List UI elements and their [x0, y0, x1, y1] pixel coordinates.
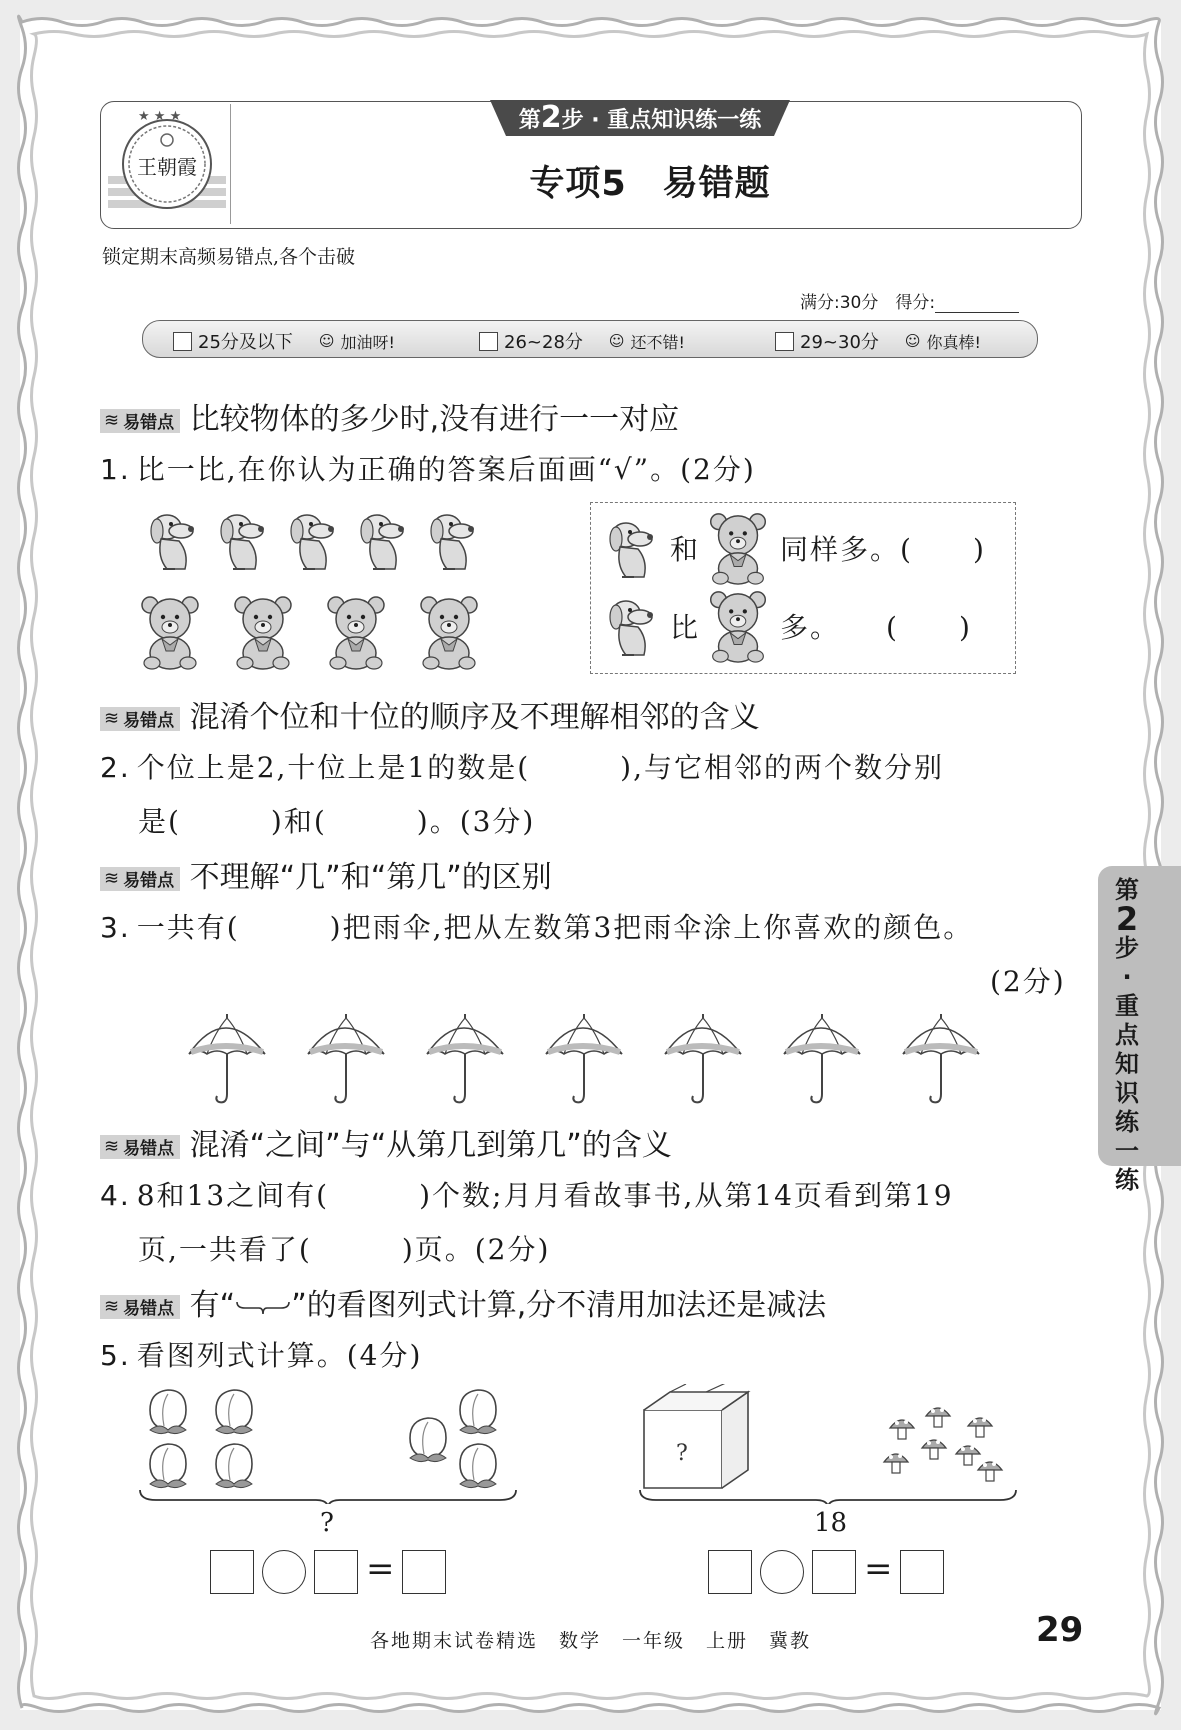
umbrella-icon[interactable] [189, 1014, 265, 1102]
bear-icon [708, 510, 768, 586]
dog-icon [221, 515, 264, 569]
dog-icon [431, 515, 474, 569]
equals-sign-right: = [864, 1549, 893, 1589]
peach-icon [460, 1390, 496, 1434]
error-tag: ≋ 易错点 [100, 1295, 180, 1319]
section-heading-3: ≋ 易错点 不理解“几”和“第几”的区别 [100, 852, 552, 896]
svg-text:★ ★ ★: ★ ★ ★ [138, 109, 182, 124]
bear-icon [708, 588, 768, 664]
score-line [800, 288, 1019, 313]
side-tab-label: 第 2 步·重点知识练一练 [1115, 876, 1139, 1194]
question-4-line2: 页,一共看了( )页。(2分) [138, 1233, 551, 1266]
operator-circle-left[interactable] [262, 1550, 306, 1594]
q1-picture [140, 505, 500, 675]
question-4: 4. 8和13之间有( )个数;月月看故事书,从第14页看到第19 [100, 1179, 954, 1212]
brace-icon [235, 1298, 291, 1316]
footer-text: 各地期末试卷精选 数学 一年级 上册 冀教 [370, 1630, 812, 1652]
mushroom-icon [922, 1440, 946, 1459]
wave-icon: ≋ [104, 410, 120, 431]
q1-option-more[interactable]: 比 多。 ( ) [604, 588, 972, 664]
umbrella-icon[interactable] [427, 1014, 503, 1102]
operator-circle-right[interactable] [760, 1550, 804, 1594]
section-heading-4: ≋ 易错点 混淆“之间”与“从第几到第几”的含义 [100, 1120, 672, 1164]
smile-face-icon: ☺ [904, 332, 921, 350]
peach-icon [216, 1444, 252, 1488]
dog-icon [151, 515, 194, 569]
answer-box-right-result[interactable] [900, 1550, 944, 1594]
rating-checkbox[interactable] [775, 332, 794, 351]
section-heading-1: ≋ 易错点 比较物体的多少时,没有进行一一对应 [100, 394, 679, 438]
smile-face-icon: ☺ [608, 332, 625, 350]
dog-icon [604, 591, 660, 661]
umbrella-icon[interactable] [665, 1014, 741, 1102]
subtitle: 锁定期末高频易错点,各个击破 [102, 246, 356, 268]
mushroom-icon [926, 1408, 950, 1427]
rating-option-1[interactable]: 25分及以下 ☺ 加油呀! [173, 328, 395, 354]
wave-icon: ≋ [104, 1136, 120, 1157]
peach-icon [216, 1390, 252, 1434]
logo-divider [230, 104, 231, 224]
mushroom-icon [968, 1418, 992, 1437]
error-tag: ≋ 易错点 [100, 1135, 180, 1159]
peach-icon [460, 1444, 496, 1488]
bear-icon [328, 597, 384, 669]
q1-option-same[interactable]: 和 同样多。( ) [604, 510, 986, 586]
bear-icon [235, 597, 291, 669]
logo-text: 王朝霞 [137, 155, 197, 179]
bear-icon [421, 597, 477, 669]
question-3-score: (2分) [990, 965, 1066, 998]
answer-box-left-1[interactable] [210, 1550, 254, 1594]
left-total-label: ? [320, 1508, 334, 1538]
peach-icon [150, 1390, 186, 1434]
wave-icon: ≋ [104, 1296, 120, 1317]
mushroom-icon [884, 1454, 908, 1473]
umbrella-icon[interactable] [903, 1014, 979, 1102]
question-1: 1. 比一比,在你认为正确的答案后面画“√”。(2分) [100, 453, 756, 486]
answer-box-left-2[interactable] [314, 1550, 358, 1594]
umbrella-icon[interactable] [308, 1014, 384, 1102]
answer-box-right-2[interactable] [812, 1550, 856, 1594]
peach-icon [410, 1418, 446, 1462]
answer-box-left-result[interactable] [402, 1550, 446, 1594]
section-title: 专项5 易错题 [529, 164, 771, 204]
publisher-logo [108, 106, 226, 222]
section-heading-5: ≋ 易错点 有“ ”的看图列式计算,分不清用加法还是减法 [100, 1280, 826, 1324]
box-icon [644, 1384, 748, 1488]
umbrella-icon[interactable] [784, 1014, 860, 1102]
wave-icon: ≋ [104, 708, 120, 729]
score-blank[interactable] [935, 296, 1019, 313]
section-heading-2: ≋ 易错点 混淆个位和十位的顺序及不理解相邻的含义 [100, 692, 760, 736]
umbrella-row [180, 1010, 1000, 1106]
rating-option-2[interactable]: 26~28分 ☺ 还不错! [479, 328, 685, 354]
question-2-line2: 是( )和( )。(3分) [138, 805, 536, 838]
right-total-label: 18 [814, 1508, 848, 1538]
smile-face-icon: ☺ [318, 332, 335, 350]
error-tag: ≋ 易错点 [100, 409, 180, 433]
equals-sign-left: = [366, 1549, 395, 1589]
umbrella-icon[interactable] [546, 1014, 622, 1102]
mushroom-icon [956, 1446, 980, 1465]
question-5: 5. 看图列式计算。(4分) [100, 1339, 423, 1372]
wave-icon: ≋ [104, 868, 120, 889]
rating-checkbox[interactable] [479, 332, 498, 351]
dog-icon [604, 513, 660, 583]
question-3: 3. 一共有( )把雨伞,把从左数第3把雨伞涂上你喜欢的颜色。 [100, 911, 974, 944]
peach-icon [150, 1444, 186, 1488]
question-2: 2. 个位上是2,十位上是1的数是( ),与它相邻的两个数分别 [100, 751, 944, 784]
error-tag: ≋ 易错点 [100, 707, 180, 731]
box-mushrooms-figure [636, 1384, 1026, 1504]
dog-icon [361, 515, 404, 569]
dog-icon [291, 515, 334, 569]
mushroom-icon [890, 1420, 914, 1439]
answer-box-right-1[interactable] [708, 1550, 752, 1594]
rating-option-3[interactable]: 29~30分 ☺ 你真棒! [775, 328, 981, 354]
bear-icon [142, 597, 198, 669]
rating-checkbox[interactable] [173, 332, 192, 351]
box-question-mark: ? [676, 1441, 688, 1466]
error-tag: ≋ 易错点 [100, 867, 180, 891]
step-label: 第2步 · 重点知识练一练 [518, 100, 762, 135]
rating-bar [142, 320, 1038, 358]
peaches-figure [136, 1384, 526, 1504]
page-number: 29 [1036, 1610, 1084, 1650]
score-label: 满分:30分 得分: [800, 293, 936, 313]
mushroom-icon [978, 1462, 1002, 1481]
